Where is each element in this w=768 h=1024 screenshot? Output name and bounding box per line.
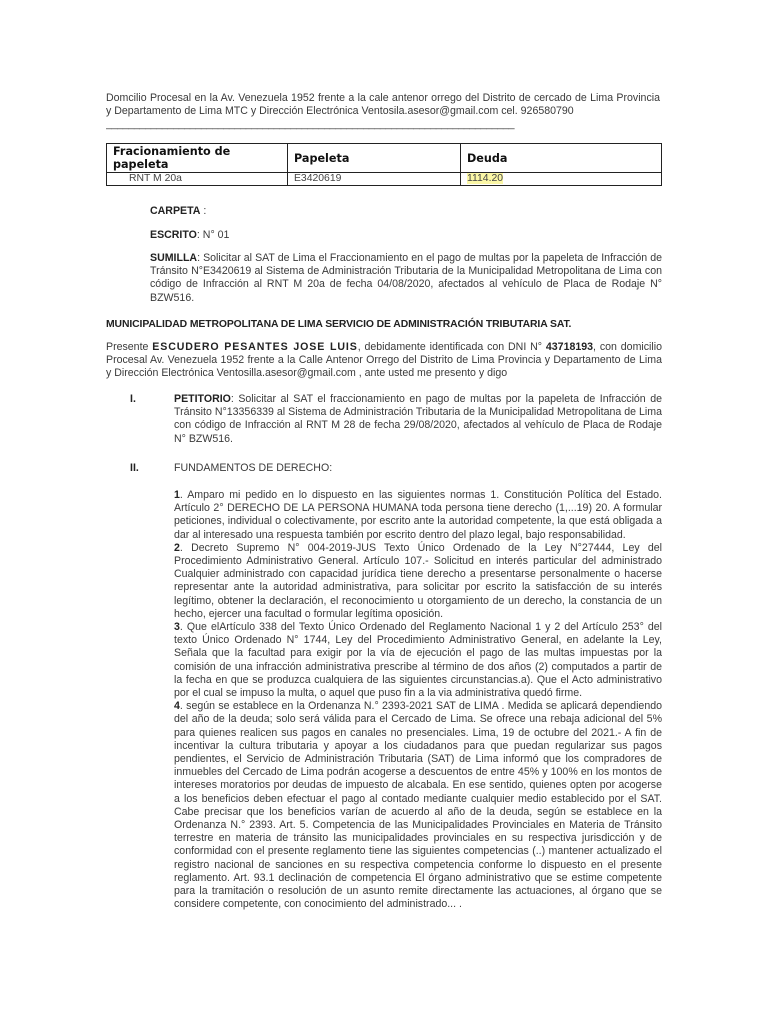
section-numeral: I. [130,393,136,405]
petitorio-section [174,393,662,446]
list-item [174,489,662,542]
sumilla-text: : Solicitar al SAT de Lima el Fraccionamiento en el pago de multas por la papeleta de Infracción de Tránsito N°E3420619 al Sistema de Administración Tributaria de la Municipalidad Metropolitana de Lima con código de Infracción al RNT M 20a de fecha 04/08/2020, afectados al vehículo de Placa de Rodaje N° BZW516. [150,252,662,304]
table-row [107,173,662,186]
applicant-name: ESCUDERO PESANTES JOSE LUIS [152,341,358,353]
address-text: Domcilio Procesal en la Av. Venezuela 1952 frente a la cale antenor orrego del Distrito de cercado de Lima Provincia y Departamento de Lima MTC y Dirección Electrónica Ventosila.asesor@gmail.com cel. 926580790 [106,92,660,118]
fundamentos-heading: FUNDAMENTOS DE DERECHO: [174,462,333,474]
table-header-row [107,144,662,173]
item-number: 4 [174,700,180,713]
table-cell [461,173,662,186]
section-numeral: II. [130,462,139,474]
intro-paragraph [106,341,662,381]
list-item [174,542,662,621]
column-header: Deuda [461,144,662,173]
column-header: Papeleta [288,144,461,173]
item-number: 3 [174,621,180,634]
sumilla-block [150,252,662,305]
escrito-label: ESCRITO [150,229,197,241]
item-number: 1 [174,489,180,501]
intro-post: , con domicilio Procesal Av. Venezuela 1952 frente a la Calle Antenor Orrego del Distrito de Lima Provincia y Departamento de Lima y Dirección Electrónica Ventosilla.asesor@gmail.com , ante usted me presento y digo [106,341,662,380]
petitorio-text: : Solicitar al SAT el fraccionamiento en pago de multas por la papeleta de Infracción de Tránsito N°13356339 al Sistema de Administración Tributaria de la Municipalidad Metropolitana de Lima con código de Infracción al RNT M 28 de fecha 29/08/2020, afectados al vehículo de Placa de Rodaje N° BZW516. [174,393,662,445]
carpeta-label: CARPETA [150,205,201,217]
carpeta-line [150,205,662,218]
dni-number: 43718193 [545,341,594,353]
table-cell: E3420619 [288,173,461,186]
separator-line: _________________________________________________________________________ [106,118,515,131]
item-number: 2 [174,541,180,554]
intro-mid: , debidamente identificada con DNI N° [357,341,546,353]
item-text: . Decreto Supremo N° 004-2019-JUS Texto Único Ordenado de la Ley N°27444, Ley del Procedimiento Administrativo General. Artículo 107.- Solicitud en interés particular del administrado Cualquier administrado con capacidad jurídica tiene derecho a presentarse personalmente o hacerse representar ante la autoridad administrativa, para solicitar por escrito la satisfacción de su interés legítimo, obtener la declaración, el reconocimiento u otorgamiento de un derecho, la constancia de un hecho, ejercer una facultad o formular legítima oposición. [174,541,662,620]
petitorio-label: PETITORIO [174,393,231,405]
highlighted-amount: 1114.20 [467,173,504,185]
escrito-value: : N° 01 [196,229,230,241]
table-cell: RNT M 20a [107,173,288,186]
carpeta-value: : [200,205,207,217]
header-address [106,92,660,132]
list-item [174,621,662,700]
sumilla-label: SUMILLA [150,252,198,264]
addressee-title: MUNICIPALIDAD METROPOLITANA DE LIMA SERVICIO DE ADMINISTRACIÓN TRIBUTARIA SAT. [106,319,572,330]
intro-pre: Presente [106,341,153,353]
escrito-line [150,229,662,242]
item-text: . Que elArtículo 338 del Texto Único Ordenado del Reglamento Nacional 1 y 2 del Artículo 253° del texto Único Ordenado N° 1744, Ley del Procedimiento Administrativo General, en adelante la Ley, Señala que la facultad para exigir por la vía de ejecución el pago de las multas impuestas por la comisión de una infracción administrativa prescribe al término de dos años (2) computados a partir de la fecha en que se produzca cualquiera de las siguientes circunstancias.a). Que el Acto administrativo por el cual se impuso la multa, o aquel que puso fin a la via administrativa quedó firme. [174,621,662,700]
fundamentos-list [174,489,662,912]
item-text: . Amparo mi pedido en lo dispuesto en las siguientes normas 1. Constitución Política del Estado. Artículo 2° DERECHO DE LA PERSONA HUMANA toda persona tiene derecho (1,...19) 20. A formular peticiones, individual o colectivamente, por escrito ante la autoridad competente, la que está obligada a dar al interesado una respuesta también por escrito dentro del plazo legal, bajo responsabilidad. [174,489,662,541]
list-item [174,700,662,911]
item-text: . según se establece en la Ordenanza N.° 2393-2021 SAT de LIMA . Medida se aplicará dependiendo del año de la deuda; solo será válida para el Cercado de Lima. Se ofrece una rebaja adicional del 5% para quienes realicen sus pagos en canales no presenciales. Lima, 19 de octubre del 2021.- A fin de incentivar la cultura tributaria y apoyar a los ciudadanos para que puedan regularizar sus pagos pendientes, el Servicio de Administración Tributaria (SAT) de Lima informó que los compradores de inmuebles del Cercado de Lima podrán acogerse a descuentos de entre 45% y 100% en los montos de intereses moratorios por deudas de impuesto de alcabala. En ese sentido, quienes opten por acogerse a los beneficios deben efectuar el pago al contado mediante cualquier medio establecido por el SAT. Cabe precisar que los beneficios varían de acuerdo al año de la deuda, según se establece en la Ordenanza N.° 2393. Art. 5. Competencia de las Municipalidades Provinciales en Materia de Tránsito terrestre en materia de tránsito las municipalidades provinciales en su respectiva jurisdicción y de conformidad con el presente reglamento tiene las siguientes competencias (..) mantener actualizado el registro nacional de sanciones en su respectiva competencia conforme lo dispuesto en el presente reglamento. Art. 93.1 declinación de competencia El órgano administrativo que se estime competente para la tramitación o resolución de un asunto remite directamente las actuaciones, al órgano que se considere competente, con conocimiento del administrado... . [174,700,662,911]
fine-table [106,143,662,186]
column-header: Fracionamiento de papeleta [107,144,288,173]
